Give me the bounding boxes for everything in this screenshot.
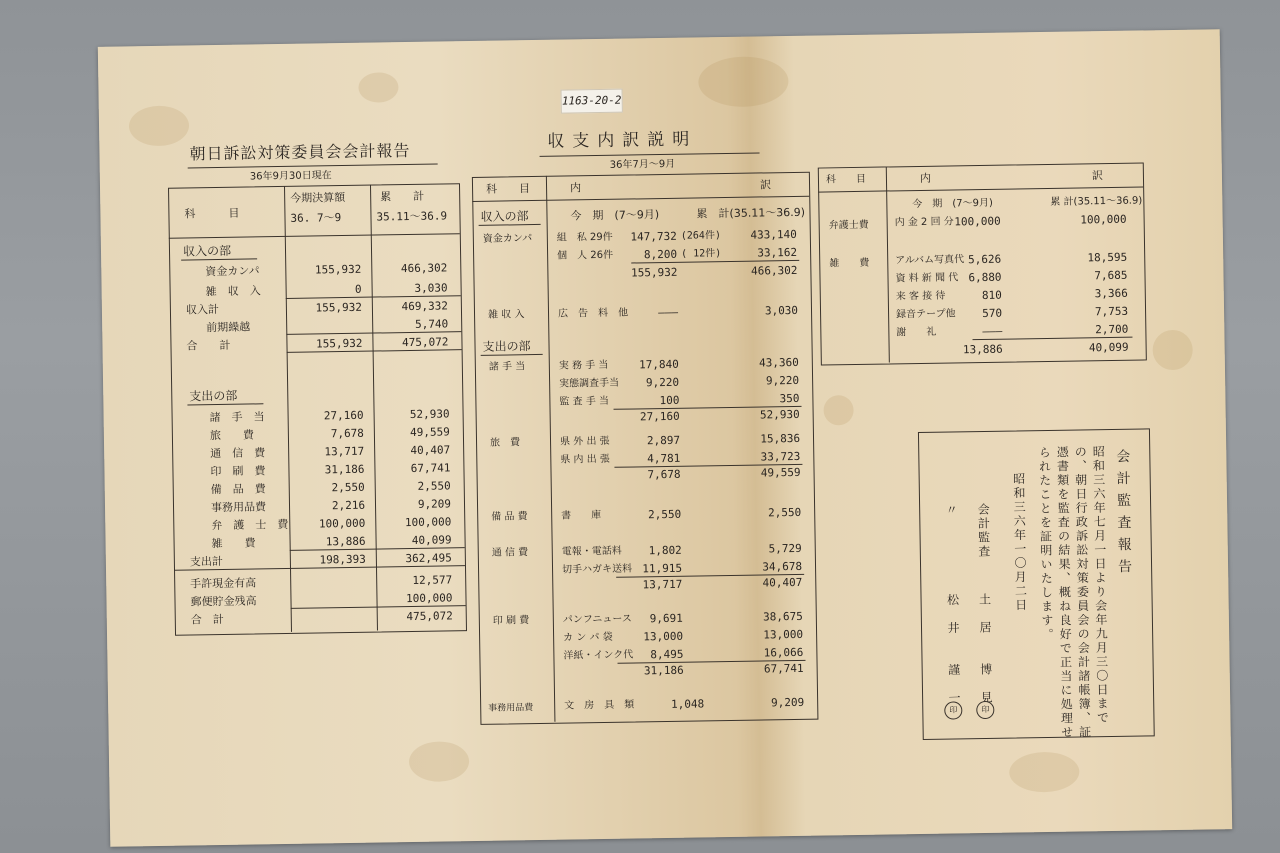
income-label: 収入計	[185, 302, 220, 317]
expense-label: 事務用品費	[210, 500, 267, 515]
row-current: 8,200	[643, 247, 678, 262]
row-item: アルバム写真代	[895, 254, 965, 267]
row-current: ―――	[982, 324, 1003, 338]
col-kamoku: 科 目	[825, 173, 867, 186]
row-subtotal-cumulative: 40,407	[762, 575, 803, 590]
row-note: (264件)	[680, 230, 722, 242]
row-category: 旅 費	[489, 437, 521, 449]
row-current: 4,781	[647, 451, 681, 466]
row-subtotal-cumulative: 52,930	[759, 407, 800, 422]
auditor-role: 会計監査	[976, 502, 991, 560]
row-category: 雑 費	[829, 257, 870, 270]
row-current: 100	[659, 393, 680, 408]
col-wake: 訳	[1091, 169, 1104, 183]
row-category: 印 刷 費	[492, 615, 530, 627]
row-cumulative: 33,162	[757, 245, 798, 260]
sub-head-cumulative: 累 計(35.11～36.9)	[1050, 195, 1143, 208]
row-subtotal: 13,886	[962, 342, 1003, 357]
auditor-name: 土 居 博 見	[977, 592, 994, 706]
expense-label: 旅 費	[209, 428, 255, 443]
expense-label: 通 信 費	[210, 446, 266, 461]
row-current: 147,732	[630, 229, 677, 244]
breakdown-period: 36年7月～9月	[609, 158, 676, 171]
row-cumulative: 33,723	[760, 449, 801, 464]
income-label: 前期繰越	[206, 320, 251, 335]
row-item: 資 料 新 聞 代	[895, 272, 959, 285]
row-subtotal-cumulative: 67,741	[763, 661, 804, 676]
row-item: 切手ハガキ送料	[561, 563, 633, 576]
income-cumulative: 469,332	[401, 299, 449, 314]
row-cumulative: 5,729	[768, 541, 802, 556]
row-item: カ ン パ 袋	[563, 631, 613, 644]
row-current: 5,626	[968, 252, 1002, 267]
row-cumulative: 34,678	[762, 559, 803, 574]
audit-body-line: 昭和三六年七月一日より会年九月三〇日まで	[1091, 445, 1110, 726]
expense-header: 支出の部	[482, 339, 531, 354]
row-subtotal-cumulative: 40,099	[1088, 340, 1129, 355]
expense-cumulative: 52,930	[409, 407, 450, 422]
expense-value: 7,678	[330, 426, 364, 441]
col-kamoku: 科 目	[485, 182, 531, 196]
row-cumulative: 18,595	[1087, 250, 1128, 265]
expense-total-label: 支出計	[189, 554, 223, 569]
income-cumulative: 475,072	[402, 335, 449, 350]
expense-cumulative: 67,741	[410, 461, 451, 475]
seal-stamp: 印	[976, 701, 994, 719]
income-value: 155,932	[316, 336, 363, 351]
sub-head-cumulative: 累 計(35.11～36.9)	[696, 205, 806, 221]
income-label: 雑 収 入	[205, 284, 261, 299]
row-current: 9,220	[645, 375, 680, 390]
row-subtotal: 7,678	[647, 467, 681, 482]
expense-total-value: 198,393	[319, 552, 366, 567]
income-header: 収入の部	[480, 209, 529, 224]
income-header: 収入の部	[182, 243, 232, 259]
row-cumulative: 3,366	[1094, 286, 1128, 301]
expense-value: 27,160	[323, 408, 364, 423]
row-item: 洋紙・インク代	[563, 649, 634, 662]
row-cumulative: 13,000	[763, 627, 804, 642]
audit-date: 昭和三六年一〇月二日	[1011, 472, 1028, 613]
row-item: 組 私 29件	[556, 231, 613, 244]
expense-value: 13,717	[324, 444, 365, 459]
row-item: 実態調査手当	[559, 377, 620, 390]
expense-label: 弁 護 士 費	[211, 517, 289, 533]
row-current: 570	[982, 306, 1003, 321]
row-cumulative: 43,360	[758, 355, 799, 370]
row-current: 2,897	[646, 433, 681, 448]
expense-label: 諸 手 当	[209, 410, 265, 425]
income-value: 0	[354, 282, 362, 296]
row-current: 2,550	[647, 507, 682, 522]
expense-cumulative: 9,209	[417, 497, 452, 511]
balance-value: 475,072	[406, 609, 453, 624]
audit-title: 会計監査報告	[1114, 448, 1133, 581]
col-uchi: 内	[919, 171, 932, 185]
col-wake: 訳	[759, 178, 772, 192]
row-item: 書 庫	[561, 510, 602, 522]
report-date: 36年9月30日現在	[249, 170, 332, 183]
auditor-name: 松 井 謹 一	[945, 593, 962, 706]
row-item: 個 人 26件	[557, 249, 614, 262]
row-current: 100,000	[954, 214, 1001, 229]
expense-cumulative: 49,559	[410, 425, 450, 440]
row-cumulative: 2,550	[767, 505, 802, 520]
breakdown-title: 収支内訳説明	[547, 129, 698, 152]
archive-tag: 1163-20-2	[561, 89, 623, 114]
row-category: 事務用品費	[488, 703, 534, 714]
row-current: 9,691	[649, 611, 683, 626]
row-cumulative: 15,836	[760, 431, 801, 446]
row-category: 通 信 費	[491, 547, 529, 559]
row-current: 17,840	[638, 357, 679, 372]
row-cumulative: 7,753	[1094, 304, 1129, 319]
income-label: 資金カンパ	[205, 264, 260, 279]
audit-body-line: の、朝日行政訴訟対策委員会の会計諸帳簿、証	[1073, 445, 1092, 740]
income-label: 合 計	[186, 338, 231, 353]
row-item: パンフニュース	[562, 613, 632, 626]
row-item: 県 内 出 張	[560, 453, 610, 466]
row-cumulative: 16,066	[763, 645, 804, 660]
row-item: 県 外 出 張	[559, 435, 610, 448]
row-cumulative: 3,030	[764, 303, 799, 318]
col-uchi: 内	[569, 181, 582, 195]
expense-value: 13,886	[325, 534, 366, 549]
expense-value: 100,000	[318, 516, 366, 531]
row-category: 雑 収 入	[487, 309, 525, 321]
income-value: 155,932	[314, 262, 362, 277]
col-kamoku: 科 目	[184, 206, 240, 221]
balance-label: 合 計	[190, 612, 224, 627]
expense-value: 31,186	[324, 462, 365, 477]
row-category: 資金カンパ	[482, 233, 533, 245]
row-item: 広 告 料 他	[557, 307, 629, 320]
row-current: 1,048	[670, 697, 705, 711]
balance-value: 100,000	[406, 591, 453, 606]
expense-total-cumulative: 362,495	[405, 551, 452, 566]
row-item: 録音テープ他	[896, 308, 956, 321]
row-cumulative: 7,685	[1094, 268, 1128, 283]
row-item: 謝 礼	[896, 326, 937, 339]
row-cumulative: 433,140	[750, 227, 797, 242]
row-item: 電報・電話料	[561, 545, 622, 558]
row-subtotal: 155,932	[630, 265, 678, 280]
row-cumulative: 9,220	[765, 373, 800, 388]
row-current: 6,880	[968, 270, 1002, 285]
expense-label: 備 品 費	[210, 482, 266, 497]
audit-body-line: 憑書類を監査の結果、概ね良好で正当に処理せ	[1055, 445, 1074, 740]
row-cumulative: 38,675	[762, 609, 803, 624]
row-item: 監 査 手 当	[559, 395, 610, 408]
row-cumulative: 100,000	[1080, 212, 1127, 227]
expense-value: 2,550	[331, 480, 365, 495]
expense-label: 印 刷 費	[210, 464, 266, 479]
row-current: ―――	[658, 305, 679, 320]
row-subtotal-cumulative: 466,302	[750, 263, 798, 278]
col-current-period: 36. 7～9	[290, 211, 342, 225]
row-cumulative: 2,700	[1095, 322, 1129, 337]
col-cumulative-label: 累 計	[380, 189, 425, 204]
row-subtotal: 13,717	[642, 577, 683, 592]
row-current: 1,802	[648, 543, 682, 558]
income-cumulative: 5,740	[414, 317, 449, 331]
seal-stamp: 印	[944, 701, 962, 719]
ditto-mark: 〃	[944, 503, 959, 518]
row-item: 文 房 具 類	[564, 699, 635, 712]
row-category: 諸 手 当	[488, 361, 526, 373]
row-current: 810	[981, 288, 1002, 303]
audit-body-line: られたことを証明いたします。	[1037, 445, 1055, 643]
expense-value: 2,216	[331, 498, 366, 513]
row-category: 備 品 費	[491, 511, 528, 523]
sub-head-current: 今 期 (7～9月)	[912, 197, 993, 211]
balance-value: 12,577	[412, 573, 453, 587]
report-title: 朝日訴訟対策委員会会計報告	[189, 140, 411, 164]
expense-cumulative: 40,407	[410, 443, 451, 457]
row-subtotal-cumulative: 49,559	[760, 465, 801, 480]
col-current-label: 今期決算額	[290, 190, 346, 205]
expense-label: 雑 費	[211, 536, 256, 551]
balance-label: 手許現金有高	[190, 576, 257, 591]
row-current: 8,495	[650, 647, 684, 662]
income-value: 155,932	[315, 300, 363, 315]
row-note: ( 12件)	[681, 248, 722, 260]
row-item: 来 客 接 待	[895, 290, 946, 303]
row-subtotal: 31,186	[643, 663, 684, 678]
row-category: 弁護士費	[828, 219, 869, 232]
row-item: 実 務 手 当	[558, 359, 609, 372]
income-cumulative: 3,030	[414, 281, 448, 295]
row-cumulative: 9,209	[770, 695, 805, 710]
sub-head-current: 今 期 (7～9月)	[570, 208, 660, 223]
document-paper	[98, 29, 1232, 847]
row-item: 内 金 2 回 分	[894, 216, 954, 229]
col-cumulative-period: 35.11～36.9	[376, 209, 448, 224]
row-current: 11,915	[642, 561, 683, 576]
income-cumulative: 466,302	[400, 261, 448, 276]
expense-cumulative: 100,000	[404, 515, 452, 530]
expense-cumulative: 40,099	[411, 533, 452, 547]
row-current: 13,000	[643, 629, 684, 644]
row-subtotal: 27,160	[639, 409, 680, 424]
row-cumulative: 350	[779, 391, 800, 406]
expense-header: 支出の部	[189, 388, 238, 404]
balance-label: 郵便貯金残高	[190, 594, 257, 609]
expense-cumulative: 2,550	[417, 479, 451, 493]
